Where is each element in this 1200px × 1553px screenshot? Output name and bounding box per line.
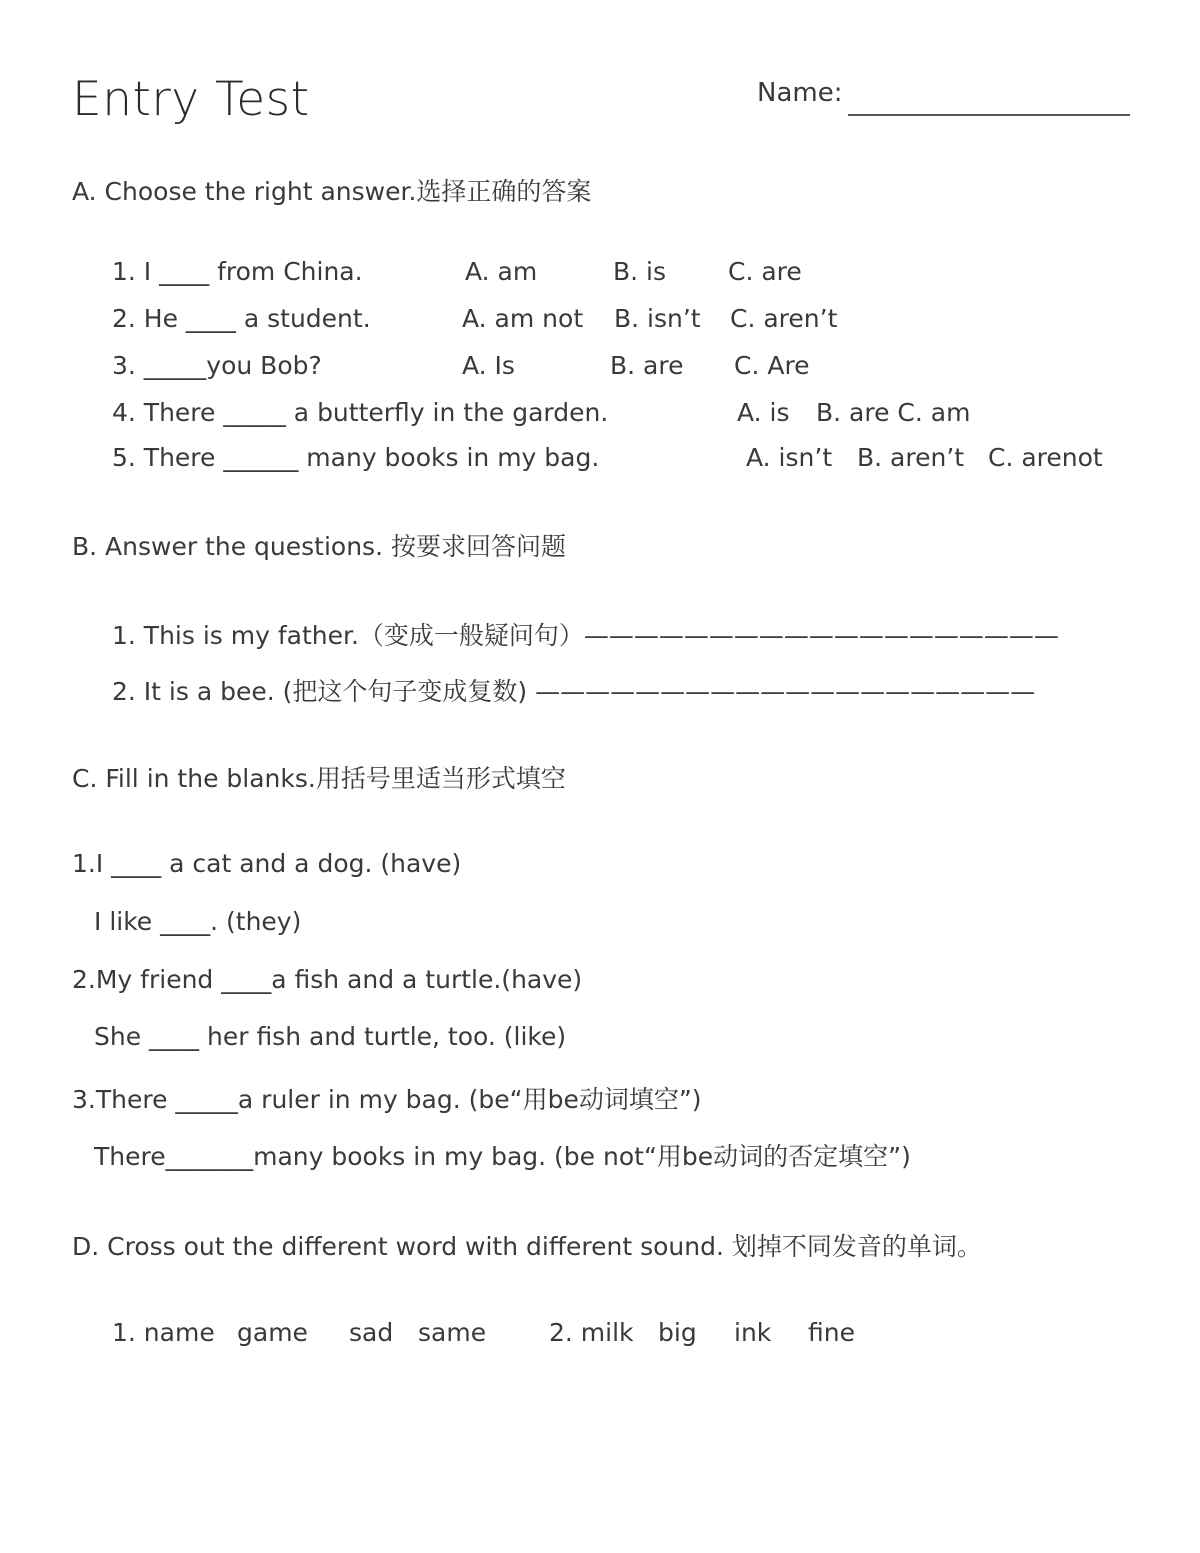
section-d-heading: D. Cross out the different word with different sound. 划掉不同发音的单词。 (72, 1232, 982, 1261)
question-a3-option-b[interactable]: B. are (610, 351, 684, 380)
word-d1-4[interactable]: same (418, 1318, 487, 1347)
section-a-heading: A. Choose the right answer.选择正确的答案 (72, 177, 592, 206)
question-a1-option-c[interactable]: C. are (728, 257, 802, 286)
question-a5-option-b[interactable]: B. aren’t (857, 443, 965, 472)
question-a2-option-a[interactable]: A. am not (462, 304, 584, 333)
question-a3-option-c[interactable]: C. Are (734, 351, 810, 380)
name-label: Name: (757, 78, 843, 108)
question-a4-option-bc[interactable]: B. are C. am (816, 398, 971, 427)
question-a2-option-b[interactable]: B. isn’t (614, 304, 701, 333)
name-input-line[interactable] (848, 114, 1130, 116)
question-a1-option-b[interactable]: B. is (613, 257, 667, 286)
question-c2a: 2.My friend ____a fish and a turtle.(have) (72, 965, 583, 994)
question-a5-option-c[interactable]: C. arenot (988, 443, 1103, 472)
question-c2b: She ____ her fish and turtle, too. (like) (94, 1022, 567, 1051)
word-d1-3[interactable]: sad (349, 1318, 394, 1347)
section-c-heading: C. Fill in the blanks.用括号里适当形式填空 (72, 764, 566, 793)
word-d2-3[interactable]: ink (734, 1318, 772, 1347)
question-c3b: There_______many books in my bag. (be not“用be动词的否定填空”) (94, 1142, 911, 1171)
question-a3-stem: 3. _____you Bob? (112, 351, 322, 380)
question-a2-option-c[interactable]: C. aren’t (730, 304, 838, 333)
word-d1-1[interactable]: 1. name (112, 1318, 215, 1347)
question-b1: 1. This is my father.（变成一般疑问句）——————————————————— (112, 621, 1059, 650)
question-a3-option-a[interactable]: A. Is (462, 351, 515, 380)
page-title: Entry Test (72, 72, 310, 127)
question-a2-stem: 2. He ____ a student. (112, 304, 371, 333)
word-d2-4[interactable]: fine (808, 1318, 855, 1347)
question-a4-stem: 4. There _____ a butterfly in the garden. (112, 398, 609, 427)
section-b-heading: B. Answer the questions. 按要求回答问题 (72, 532, 566, 561)
question-c3a: 3.There _____a ruler in my bag. (be“用be动词填空”) (72, 1085, 702, 1114)
question-b2: 2. It is a bee. (把这个句子变成复数) ———————————————————— (112, 677, 1036, 706)
word-d1-2[interactable]: game (237, 1318, 308, 1347)
question-a1-option-a[interactable]: A. am (465, 257, 538, 286)
question-a5-option-a[interactable]: A. isn’t (746, 443, 833, 472)
question-a1-stem: 1. I ____ from China. (112, 257, 363, 286)
word-d2-2[interactable]: big (658, 1318, 697, 1347)
question-c1b: I like ____. (they) (94, 907, 302, 936)
question-a5-stem: 5. There ______ many books in my bag. (112, 443, 600, 472)
word-d2-1[interactable]: 2. milk (549, 1318, 634, 1347)
question-a4-option-a[interactable]: A. is (737, 398, 790, 427)
question-c1a: 1.I ____ a cat and a dog. (have) (72, 849, 462, 878)
